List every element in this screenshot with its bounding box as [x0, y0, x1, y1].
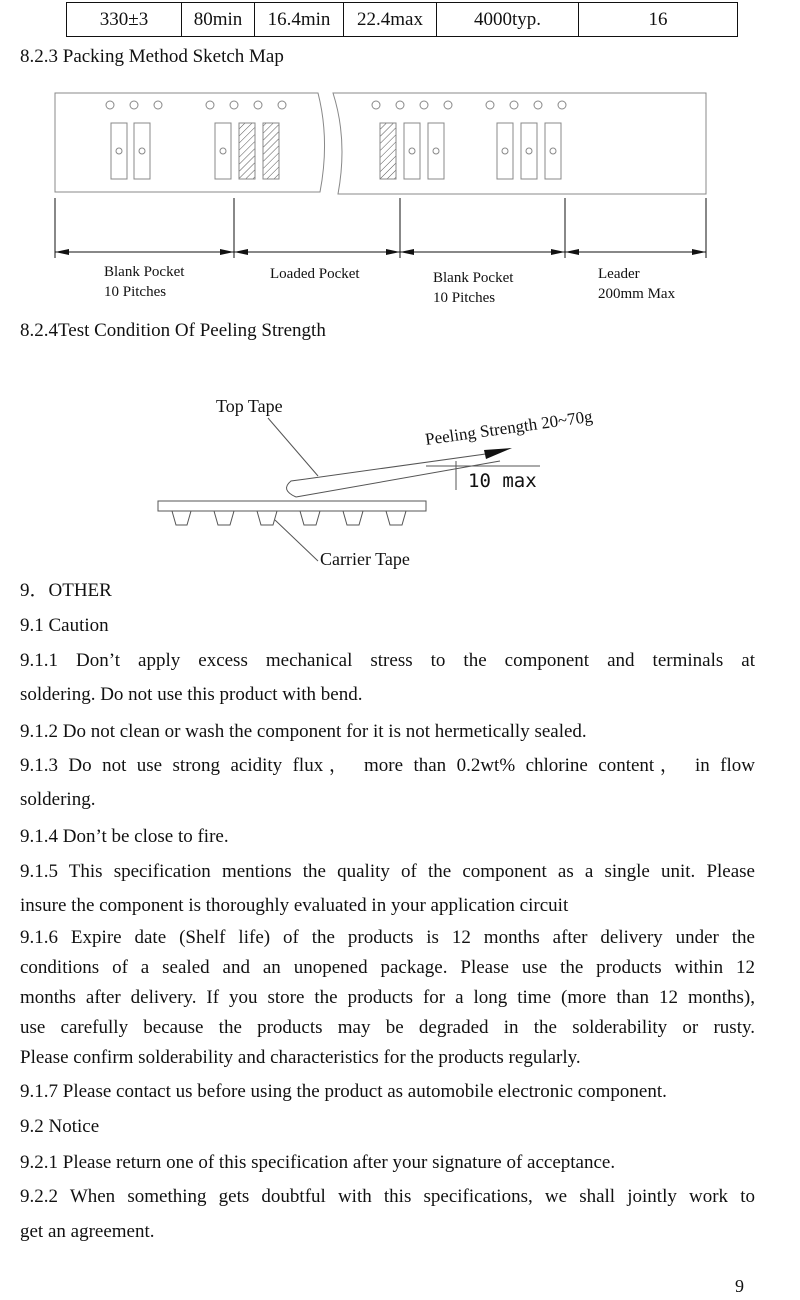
- label-carrier-tape: Carrier Tape: [320, 549, 410, 569]
- paragraph-line: 9.1.5 This specification mentions the quality of the component as a single unit. Please: [20, 861, 755, 882]
- table-cell: 80min: [182, 3, 255, 37]
- paragraph-911: [20, 646, 755, 710]
- table-cell: 16: [579, 3, 738, 37]
- paragraph-921: 9.2.1 Please return one of this specification after your signature of acceptance.: [20, 1152, 616, 1173]
- paragraph-914: 9.1.4 Don’t be close to fire.: [20, 826, 229, 847]
- page-number: 9: [735, 1276, 744, 1296]
- label-loaded-pocket: Loaded Pocket: [270, 266, 360, 282]
- paragraph-line: get an agreement.: [20, 1221, 155, 1242]
- label-top-tape: Top Tape: [216, 396, 283, 416]
- paragraph-915: [20, 857, 755, 921]
- label-pitches-1: 10 Pitches: [104, 284, 167, 300]
- label-leader: Leader: [598, 266, 640, 282]
- paragraph-922: [20, 1182, 755, 1247]
- paragraph-line: Please confirm solderability and characteristics for the products regularly.: [20, 1047, 581, 1068]
- table-cell: 4000typ.: [437, 3, 579, 37]
- reel-spec-table: [66, 2, 738, 37]
- peeling-strength-diagram: [0, 370, 800, 580]
- table-row: [67, 3, 738, 37]
- paragraph-912: 9.1.2 Do not clean or wash the component for it is not hermetically sealed.: [20, 721, 587, 742]
- label-blank-pocket-2: Blank Pocket: [433, 270, 514, 286]
- table-cell: 16.4min: [255, 3, 344, 37]
- paragraph-line: 9.2.2 When something gets doubtful with this specifications, we shall jointly work to: [20, 1186, 755, 1207]
- section-heading-823: 8.2.3 Packing Method Sketch Map: [20, 46, 284, 67]
- paragraph-line: 9.1.3 Do not use strong acidity flux， more than 0.2wt% chlorine content， in flow: [20, 755, 755, 776]
- paragraph-line: 9.1.1 Don’t apply excess mechanical stress to the component and terminals at: [20, 650, 755, 671]
- label-angle: 10 max: [468, 470, 537, 492]
- section-heading-9: 9．OTHER: [20, 580, 112, 601]
- paragraph-916: [20, 923, 755, 1073]
- paragraph-917: 9.1.7 Please contact us before using the product as automobile electronic component.: [20, 1081, 667, 1102]
- caution-heading: 9.1 Caution: [20, 615, 109, 636]
- label-blank-pocket-1: Blank Pocket: [104, 264, 185, 280]
- table-cell: 22.4max: [344, 3, 437, 37]
- paragraph-913: [20, 751, 755, 815]
- paragraph-line: 9.1.6 Expire date (Shelf life) of the products is 12 months after delivery under the: [20, 927, 755, 948]
- table-cell: 330±3: [67, 3, 182, 37]
- label-pitches-2: 10 Pitches: [433, 290, 496, 306]
- paragraph-line: use carefully because the products may be degraded in the solderability or rusty.: [20, 1017, 755, 1038]
- label-peeling-strength: Peeling Strength 20~70g: [423, 406, 594, 449]
- section-heading-824: 8.2.4Test Condition Of Peeling Strength: [20, 320, 326, 341]
- paragraph-line: insure the component is thoroughly evaluated in your application circuit: [20, 895, 569, 916]
- notice-heading: 9.2 Notice: [20, 1116, 100, 1137]
- paragraph-line: months after delivery. If you store the products for a long time (more than 12 months),: [20, 987, 755, 1008]
- paragraph-line: soldering. Do not use this product with bend.: [20, 684, 363, 705]
- packing-sketch-diagram: [0, 80, 800, 320]
- paragraph-line: conditions of a sealed and an unopened package. Please use the products within 12: [20, 957, 755, 978]
- paragraph-line: soldering.: [20, 789, 96, 810]
- label-leader-length: 200mm Max: [598, 286, 676, 302]
